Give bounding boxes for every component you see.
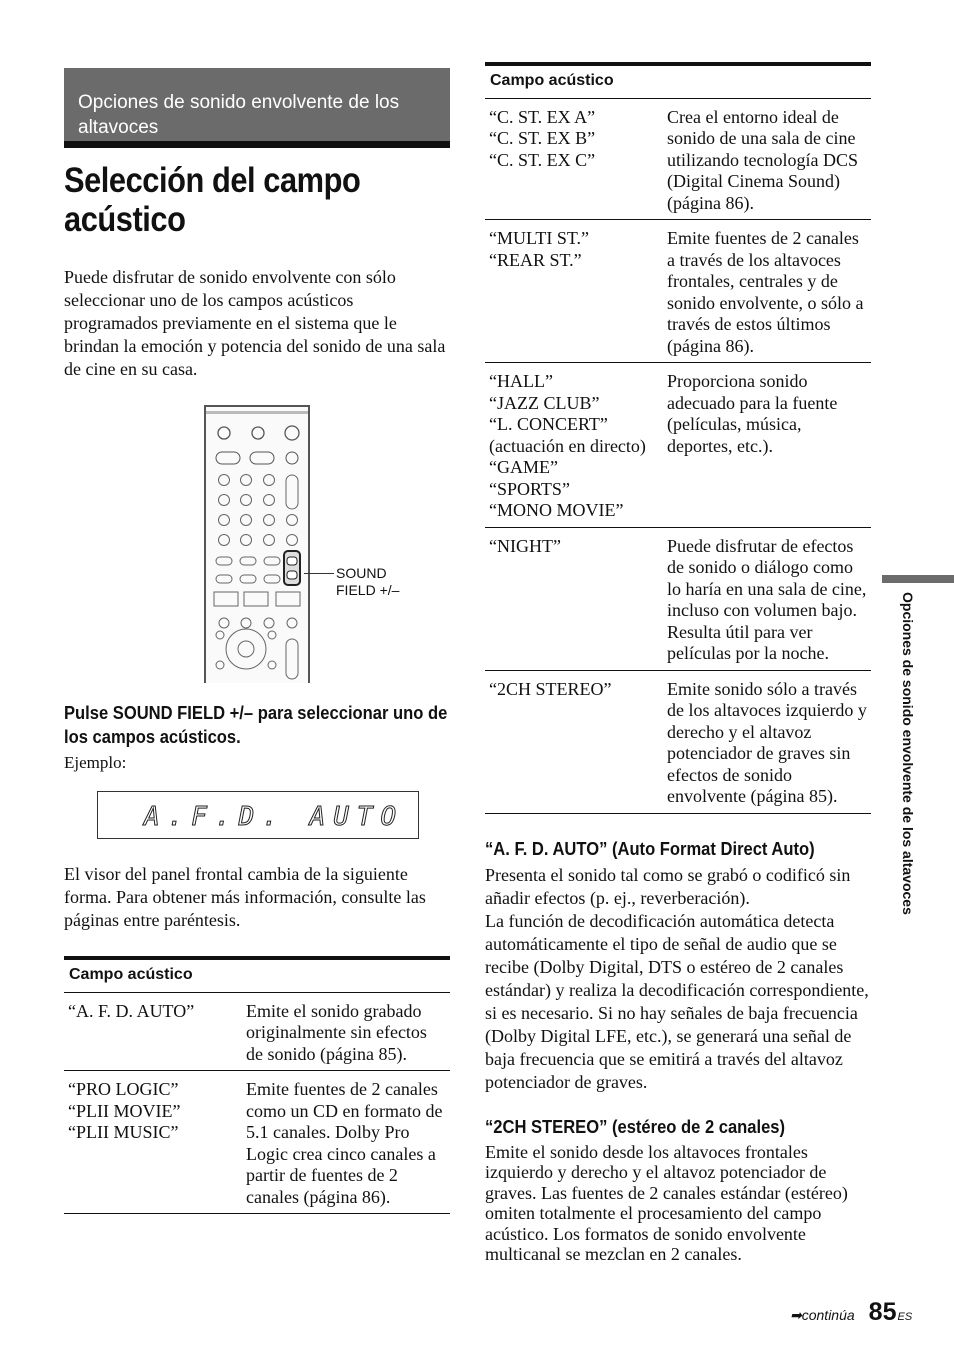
table-header: Campo acústico	[64, 958, 450, 992]
sound-field-name-line: “SPORTS”	[489, 478, 570, 499]
sound-field-name-line: “MULTI ST.”	[489, 228, 589, 248]
sound-field-name-line: “PLII MUSIC”	[68, 1122, 179, 1142]
sound-field-name-line: (actuación en directo)	[489, 435, 646, 456]
afd-heading: “A. F. D. AUTO” (Auto Format Direct Auto)	[485, 838, 815, 859]
page-suffix: ES	[897, 1311, 913, 1323]
sound-field-name	[485, 527, 663, 670]
display-readout: A.F.D. AUTO	[144, 802, 405, 832]
sound-field-name-line: “NIGHT”	[489, 535, 561, 556]
table-row	[485, 363, 871, 528]
side-tab-label: Opciones de sonido envolvente de los altavoces	[900, 592, 916, 915]
callout-line	[304, 573, 334, 574]
sound-field-name-line: “C. ST. EX C”	[489, 149, 596, 170]
sound-field-description: Proporciona sonido adecuado para la fuente (películas, música, deportes, etc.).	[663, 363, 871, 528]
remote-control-image	[204, 405, 310, 683]
sound-field-description: Emite fuentes de 2 canales como un CD en formato de 5.1 canales. Dolby Pro Logic crea cinco canales a partir de fuentes de 2 canales (página 86).	[242, 1071, 450, 1214]
afd-paragraph-2: La función de decodificación automática detecta automáticamente el tipo de señal de audio que se recibe (Dolby Digital, DTS o estéreo de 2 canales estándar) y realiza la decodificación correspondiente, si es necesario. Si no hay señales de baja frecuencia (Dolby Digital LFE, etc.), se generará una señal de baja frecuencia que se emitirá a través del altavoz potenciador de graves.	[485, 910, 869, 1092]
sound-field-description: Puede disfrutar de efectos de sonido o diálogo como lo haría en una sala de cine, incluso con volumen bajo. Resulta útil para ver películas por la noche.	[663, 527, 871, 670]
table-header: Campo acústico	[485, 64, 871, 98]
continua-label	[790, 1307, 855, 1324]
sound-field-table-left	[64, 956, 450, 1214]
table-row	[64, 1071, 450, 1214]
sound-field-name-line: “MONO MOVIE”	[489, 500, 624, 520]
stereo-heading: “2CH STEREO” (estéreo de 2 canales)	[485, 1116, 786, 1137]
callout-line2: FIELD +/–	[336, 582, 400, 598]
sound-field-name	[485, 220, 663, 363]
left-column	[64, 68, 450, 1214]
sound-field-name-line: “C. ST. EX B”	[489, 128, 596, 148]
sound-field-name	[485, 98, 663, 220]
sound-field-table-right	[485, 62, 871, 814]
front-panel-display	[97, 791, 419, 839]
front-panel-paragraph: El visor del panel frontal cambia de la siguiente forma. Para obtener más información, consulte las páginas entre paréntesis.	[64, 864, 426, 930]
sound-field-name-line: “JAZZ CLUB”	[489, 392, 600, 413]
intro-paragraph: Puede disfrutar de sonido envolvente con sólo seleccionar uno de los campos acústicos programados previamente en el sistema que le brindan la emoción y potencia del sonido de una sala de cine en su casa.	[64, 267, 446, 379]
sound-field-name-line: “PLII MOVIE”	[68, 1100, 181, 1121]
example-label: Ejemplo:	[64, 753, 127, 772]
sound-field-name	[64, 992, 242, 1071]
callout-line1: SOUND	[336, 565, 387, 581]
table-row	[485, 220, 871, 363]
remote-illustration	[64, 405, 450, 695]
page-title: Selección del campo acústico	[64, 161, 361, 239]
sound-field-callout	[336, 565, 399, 599]
table-row	[485, 98, 871, 220]
table-row	[485, 527, 871, 670]
sound-field-name-line: “HALL”	[489, 371, 553, 391]
page-footer	[790, 1298, 912, 1327]
sound-field-name	[485, 670, 663, 813]
sound-field-name	[64, 1071, 242, 1214]
stereo-paragraph: Emite el sonido desde los altavoces frontales izquierdo y derecho y el altavoz potenciador de graves. Las fuentes de 2 canales estándar (estéreo) omiten totalmente el procesamiento del campo acústico. Los formatos de sonido envolvente multicanal se mezclan en 2 canales.	[485, 1141, 848, 1264]
sound-field-description: Emite fuentes de 2 canales a través de los altavoces frontales, centrales y de sonido envolvente, o sólo a través de estos últimos (página 86).	[663, 220, 871, 363]
sound-field-name-line: “PRO LOGIC”	[68, 1079, 179, 1099]
sound-field-name-line: “REAR ST.”	[489, 249, 582, 270]
side-tab-bar	[882, 575, 954, 583]
table-row	[64, 992, 450, 1071]
sound-field-name-line: “A. F. D. AUTO”	[68, 1000, 195, 1021]
section-band: Opciones de sonido envolvente de los altavoces	[64, 68, 450, 148]
sound-field-name	[485, 363, 663, 528]
sound-field-name-line: “L. CONCERT”	[489, 414, 608, 434]
sound-field-description: Crea el entorno ideal de sonido de una sala de cine utilizando tecnología DCS (Digital Cinema Sound) (página 86).	[663, 98, 871, 220]
continua-text: continúa	[801, 1307, 855, 1323]
table-row	[485, 670, 871, 813]
sound-field-description: Emite el sonido grabado originalmente sin efectos de sonido (página 85).	[242, 992, 450, 1071]
afd-paragraph-1: Presenta el sonido tal como se grabó o codificó sin añadir efectos (p. ej., reverberación).	[485, 864, 851, 908]
right-column	[485, 62, 871, 1265]
page-number: 85	[868, 1298, 897, 1326]
sound-field-name-line: “2CH STEREO”	[489, 678, 612, 699]
arrow-right-icon: ➡	[790, 1307, 802, 1323]
sound-field-description: Emite sonido sólo a través de los altavoces izquierdo y derecho y el altavoz potenciador de graves sin efectos de sonido envolvente (página 85).	[663, 670, 871, 813]
step-instruction: Pulse SOUND FIELD +/– para seleccionar uno de los campos acústicos.	[64, 703, 448, 747]
sound-field-name-line: “GAME”	[489, 457, 558, 477]
sound-field-name-line: “C. ST. EX A”	[489, 106, 596, 127]
